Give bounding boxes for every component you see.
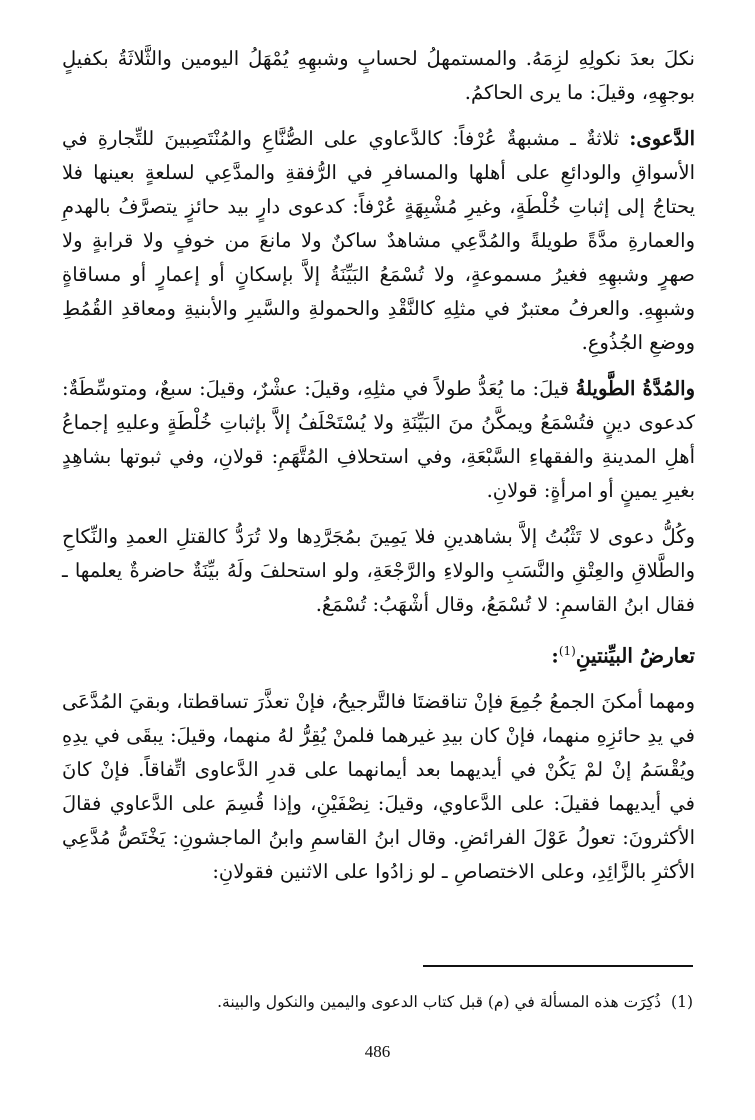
paragraph-1 [62, 42, 695, 110]
paragraph-claims-text: ثلاثةٌ ـ مشبهةٌ عُرْفاً: كالدَّعاوي على الصُّنَّاعِ والمُنْتَصِبينَ للتِّجارةِ في الأسواقِ والودائعِ على أهلها والمسافرِ في الرُّفقةِ والمدَّعِي لسلعةٍ بعينها فلا يحتاجُ إلى إثباتِ خُلْطَةٍ، وغيرِ مُشْبِهَةٍ عُرْفاً: كدعوى دارٍ بيد حائزٍ يتصرَّفُ بالهدمِ والعمارةِ مدَّةً طويلةً والمُدَّعِي مشاهدٌ ساكنٌ ولا مانعَ من خوفٍ ولا قرابةٍ ولا صهرٍ وشبهِهِ فغيرُ مسموعةٍ، ولا تُسْمَعُ البَيِّنَةُ إلاَّ بإسكانٍ أو إعمارٍ أو مساقاةٍ وشبهِهِ. والعرفُ معتبرٌ في مثلِهِ كالنَّقْدِ والحمولةِ والسَّيرِ والأبنيةِ ومعاقدِ القُمُطِ ووضعِ الجُذُوعِ. [62, 127, 695, 354]
paragraph-1-text: نكلَ بعدَ نكولِهِ لزِمَهُ. والمستمهلُ لحسابٍ وشبهِهِ يُمْهَلُ اليومين والثَّلاثَةُ بكفيلٍ بوجهِهِ، وقيلَ: ما يرى الحاكمُ. [62, 47, 695, 104]
paragraph-long-period-lead: والمُدَّةُ الطَّويلةُ [575, 377, 695, 400]
paragraph-claims-lead: الدَّعوى: [629, 127, 695, 150]
section-heading-text: تعارضُ البيِّنتينِ [575, 643, 695, 668]
paragraph-conflict: ومهما أمكنَ الجمعُ جُمِعَ فإنْ تناقضتَا فالتَّرجيحُ، فإنْ تعذَّرَ تساقطتا، وبقيَ المُدَّعَى في يدِ حائزِهِ منهما، فإنْ كان بيدِ غيرهما فلمنْ يُقِرُّ لهُ منهما، وقيلَ: يبقَى في يدِهِ ويُقْسَمُ إنْ لمْ يَكُنْ في أيديهما بعد أيمانهما على قدرِ الدَّعاوى اتِّفاقاً. فإنْ كانَ في أيديهما فقيلَ: على الدَّعاوي، وقيلَ: نِصْفَيْنِ، وإذا قُسِمَ على الدَّعاوي فقالَ الأكثرونَ: تعولُ عَوْلَ الفرائضِ. وقال ابنُ القاسمِ وابنُ الماجشونِ: يَخْتَصُّ مُدَّعِي الأكثرِ بالزَّائِدِ، وعلى الاختصاصِ ـ لو زادُوا على الاثنين فقولانِ: [62, 689, 695, 883]
footnote-text: ذُكِرَت هذه المسألة في (م) قبل كتاب الدعوى واليمين والنكول والبينة. [217, 993, 661, 1011]
section-heading [62, 634, 695, 673]
page-number: 486 [364, 1042, 391, 1061]
footnote [62, 990, 693, 1014]
section-heading-suffix: : [551, 643, 559, 668]
paragraph-long-period [62, 372, 695, 508]
paragraph-two-witnesses [62, 520, 695, 622]
paragraph-claims [62, 122, 695, 360]
footnote-divider [423, 965, 693, 967]
footnote-number: (1) [671, 993, 693, 1011]
footnote-reference[interactable]: (1) [558, 644, 576, 658]
paragraph-long-period-text: قيلَ: ما يُعَدُّ طولاً في مثلِهِ، وقيلَ: عشْرٌ، وقيلَ: سبعٌ، ومتوسِّطَةٌ: كدعوى دينٍ فتُسْمَعُ ويمكَّنُ منَ البَيِّنَةِ ولا يُسْتَحْلَفُ إلاَّ بإثباتِ خُلْطَةٍ وعليهِ إجماعُ أهلِ المدينةِ والفقهاءِ السَّبْعَةِ، وفي استحلافِ المُتَّهَمِ: قولانِ، وفي ثبوتها بشاهِدٍ بغيرِ يمينٍ أو امرأةٍ: قولانِ. [62, 377, 695, 502]
paragraph-two-witnesses-text: وكُلُّ دعوى لا تَثْبُتُ إلاَّ بشاهدينِ فلا يَمِينَ بمُجَرَّدِها ولا تُرَدُّ كالقتلِ العمدِ والنِّكاحِ والطَّلاقِ والعِتْقِ والنَّسَبِ والولاءِ والرَّجْعَةِ، ولو استحلفَ ولَهُ بيِّنَةٌ حاضرةٌ يعلمها ـ فقال ابنُ القاسمِ: لا تُسْمَعُ، وقال أشْهَبُ: تُسْمَعُ. [62, 525, 695, 616]
